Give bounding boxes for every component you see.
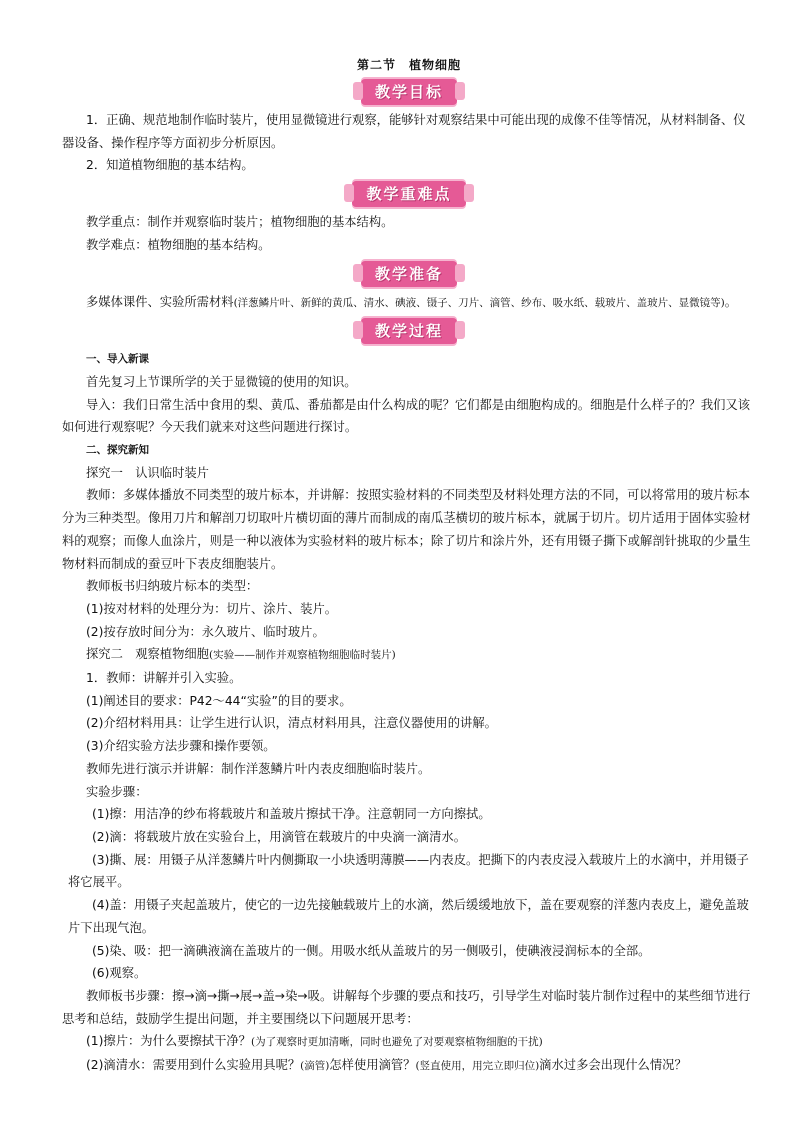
- section-intro-heading: 一、导入新课: [86, 353, 149, 366]
- page-title: 第二节 植物细胞: [356, 58, 461, 72]
- step-tear-spread: (3)撕、展：用镊子从洋葱鳞片叶内侧撕取一小块透明薄膜——内表皮。把撕下的内表皮浸入载玻片上的水滴中，并用镊子将它展平。: [68, 852, 749, 890]
- board-steps: 教师板书步骤：擦→滴→撕→展→盖→染→吸。讲解每个步骤的要点和技巧，引导学生对临时装片制作过程中的某些细节进行思考和总结，鼓励学生提出问题，并主要围绕以下问题展开思考：: [62, 988, 751, 1026]
- experiment-item-3: (3)介绍实验方法步骤和操作要领。: [86, 739, 276, 754]
- document-page: [62, 56, 756, 1078]
- explore2-heading: [62, 643, 756, 667]
- experiment-item-1: (1)阐述目的要求：P42～44“实验”的目的要求。: [86, 693, 352, 708]
- section-explore-heading: 二、探究新知: [86, 444, 149, 457]
- question-2-text-c: 滴水过多会出现什么情况？: [539, 1058, 687, 1073]
- question-1-text: (1)擦片：为什么要擦拭干净？: [86, 1034, 251, 1049]
- question-2-answer-b: (竖直使用，用完立即归位): [415, 1060, 540, 1073]
- step-stain-absorb: (5)染、吸：把一滴碘液滴在盖玻片的一侧。用吸水纸从盖玻片的另一侧吸引，使碘液浸润标本的全部。: [92, 943, 651, 958]
- banner-prep: 教学准备: [361, 261, 457, 287]
- banner-goals: 教学目标: [361, 79, 457, 105]
- board-summary-types: 教师板书归纳玻片标本的类型：: [86, 579, 259, 594]
- step-cover: (4)盖：用镊子夹起盖玻片，使它的一边先接触载玻片上的水滴，然后缓缓地放下，盖在要观察的洋葱内表皮上，避免盖玻片下出现气泡。: [68, 898, 749, 935]
- banner-keypoints-wrap: [62, 181, 756, 211]
- teacher-intro-experiment: 1．教师：讲解并引入实验。: [86, 671, 242, 686]
- prep-paragraph: [62, 291, 756, 315]
- question-2-answer-a: (滴管): [300, 1060, 330, 1073]
- slide-type-1: (1)按对材料的处理分为：切片、涂片、装片。: [86, 601, 338, 616]
- teacher-explanation-slides: 教师：多媒体播放不同类型的玻片标本，并讲解：按照实验材料的不同类型及材料处理方法的不同，可以将常用的玻片标本分为三种类型。像用刀片和解剖刀切取叶片横切面的薄片而制成的南瓜茎横切的玻片标本，就属于切片。切片适用于固体实验材料的观察；而像人血涂片，则是一种以液体为实验材料的玻片标本；除了切片和涂片外，还有用镊子撕下或解剖针挑取的少量生物材料而制成的蚕豆叶下表皮细胞装片。: [62, 488, 751, 571]
- question-2: [62, 1054, 756, 1078]
- teacher-demo: 教师先进行演示并讲解：制作洋葱鳞片叶内表皮细胞临时装片。: [86, 761, 431, 776]
- banner-process: 教学过程: [361, 318, 457, 344]
- goal-1: 1．正确、规范地制作临时装片，使用显微镜进行观察，能够针对观察结果中可能出现的成像不佳等情况，从材料制备、仪器设备、操作程序等方面初步分析原因。: [62, 113, 746, 150]
- slide-type-2: (2)按存放时间分为：永久玻片、临时玻片。: [86, 624, 325, 639]
- prep-detail: (洋葱鳞片叶、新鲜的黄瓜、清水、碘液、镊子、刀片、滴管、纱布、吸水纸、载玻片、盖玻片、显微镜等): [233, 296, 725, 309]
- question-2-text-b: 怎样使用滴管？: [329, 1058, 416, 1073]
- explore2-subtitle: (实验——制作并观察植物细胞临时装片): [208, 649, 396, 662]
- prep-end: 。: [724, 294, 738, 309]
- intro-lead: 导入：我们日常生活中食用的梨、黄瓜、番茄都是由什么构成的呢？它们都是由细胞构成的。细胞是什么样子的？我们又该如何进行观察呢？今天我们就来对这些问题进行探讨。: [62, 397, 751, 435]
- question-1-answer: (为了观察时更加清晰，同时也避免了对要观察植物细胞的干扰): [250, 1036, 543, 1049]
- steps-label: 实验步骤：: [86, 784, 148, 799]
- question-1: [62, 1030, 756, 1054]
- prep-main: 多媒体课件、实验所需材料: [86, 294, 234, 309]
- banner-process-wrap: [62, 318, 756, 348]
- goal-2: 2．知道植物细胞的基本结构。: [86, 158, 254, 173]
- banner-prep-wrap: [62, 261, 756, 291]
- banner-goals-wrap: [62, 79, 756, 109]
- banner-keypoints: 教学重难点: [352, 181, 465, 207]
- explore2-title: 探究二 观察植物细胞: [86, 647, 209, 662]
- intro-review: 首先复习上节课所学的关于显微镜的使用的知识。: [86, 374, 357, 389]
- question-2-text-a: (2)滴清水：需要用到什么实验用具呢？: [86, 1058, 301, 1073]
- keypoint-difficulty: 教学难点：植物细胞的基本结构。: [86, 237, 271, 252]
- step-wipe: (1)擦：用洁净的纱布将载玻片和盖玻片擦拭干净。注意朝同一方向擦拭。: [92, 807, 491, 822]
- explore1-heading: 探究一 认识临时装片: [86, 465, 209, 480]
- step-observe: (6)观察。: [92, 966, 147, 981]
- step-drop: (2)滴：将载玻片放在实验台上，用滴管在载玻片的中央滴一滴清水。: [92, 829, 467, 844]
- experiment-item-2: (2)介绍材料用具：让学生进行认识，清点材料用具，注意仪器使用的讲解。: [86, 716, 497, 731]
- keypoint-focus: 教学重点：制作并观察临时装片；植物细胞的基本结构。: [86, 215, 394, 230]
